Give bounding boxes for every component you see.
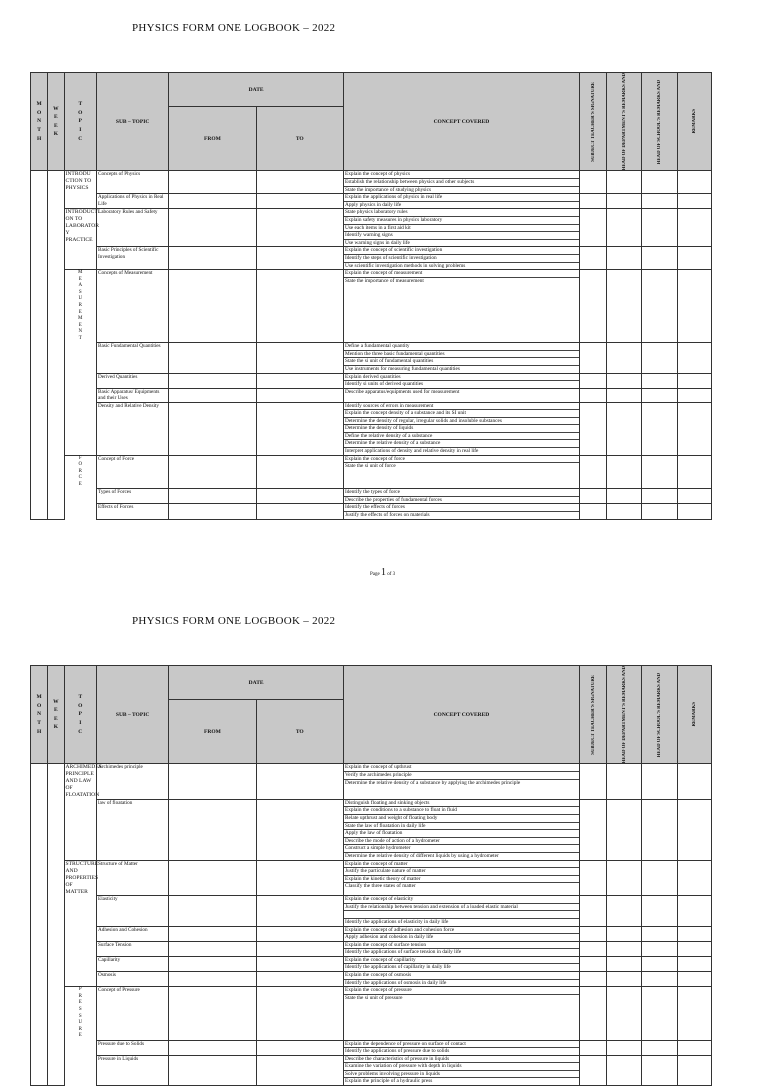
header-letter: P — [78, 711, 82, 718]
to-date-cell[interactable] — [256, 972, 343, 987]
topic-label: STRUCTURE AND PROPERTIES OF MATTER — [65, 860, 99, 895]
topic-label: ARCHIMEDES PRINCIPLE AND LAW OF FLOATATION — [65, 764, 102, 799]
concept-cell — [344, 941, 580, 956]
table-row — [31, 926, 712, 941]
hos-remarks-cell[interactable] — [641, 956, 678, 971]
concept-item: Determine the relative density of different liquids by using a hydrometer — [345, 853, 499, 860]
concept-item: Classify the three states of matter — [345, 883, 416, 890]
concept-item: Determine the density of regular, irregular solids and insoluble substances — [344, 418, 579, 426]
concept-cell — [344, 956, 580, 971]
topic-cell — [64, 764, 102, 800]
concept-cell — [344, 1040, 580, 1055]
header-letter: E — [54, 715, 58, 722]
concept-item: State physics laboratory rules — [344, 209, 579, 217]
concept-item: Establish the relationship between physics and other subjects — [344, 179, 579, 187]
concept-item: Explain safety measures in physics laboratory — [344, 217, 579, 225]
hod-remarks-cell[interactable] — [607, 956, 642, 971]
subtopic-label: Elasticity — [98, 896, 118, 903]
header-letter: O — [78, 109, 83, 116]
from-date-cell[interactable] — [169, 1055, 256, 1085]
concept-item: Use each items in a first aid kit — [344, 225, 579, 233]
remarks-cell[interactable] — [678, 972, 712, 987]
concept-item: Explain the concept of measurement — [344, 270, 579, 278]
header-letter: E — [54, 114, 58, 121]
week-header — [48, 666, 64, 764]
hos-remarks-cell[interactable] — [641, 860, 678, 896]
concept-item: Interpret applications of density and relative density in real life — [345, 448, 479, 455]
topic-label: INTRODU CTION TO PHYSICS — [65, 171, 92, 192]
hod-remarks-cell[interactable] — [607, 941, 642, 956]
remarks-cell[interactable] — [678, 1040, 712, 1055]
to-date-cell[interactable] — [256, 1040, 343, 1055]
concept-item: Use scientific investigation methods in solving problems — [345, 262, 466, 269]
concept-item: Explain the concept of elasticity — [344, 896, 579, 904]
hod-remarks-cell[interactable] — [607, 926, 642, 941]
hos-remarks-cell[interactable] — [641, 1055, 678, 1085]
remarks-cell[interactable] — [678, 1055, 712, 1085]
to-date-cell[interactable] — [256, 1055, 343, 1085]
topic-cell — [64, 860, 97, 896]
header-letter: H — [36, 728, 42, 735]
from-date-cell[interactable] — [169, 860, 256, 896]
subtopic-header: SUB – TOPIC — [97, 73, 169, 171]
subtopic-label: Basic Apparatus/ Equipments and their Uses — [98, 388, 160, 402]
concept-item: Solve problems involving pressure in liquids — [344, 1071, 579, 1079]
concept-header: CONCEPT COVERED — [344, 666, 580, 764]
hod-remarks-cell[interactable] — [607, 987, 642, 1040]
concept-item: Determine the relative density of a substance — [344, 440, 579, 448]
concept-item: State the importance of measurement — [345, 277, 424, 284]
concept-header: CONCEPT COVERED — [344, 73, 580, 171]
from-date-cell[interactable] — [169, 941, 256, 956]
table-row — [31, 987, 712, 1040]
subtopic-label: Derived Quantities — [98, 373, 138, 380]
from-header: FROM — [169, 107, 256, 171]
concept-cell — [344, 799, 580, 860]
week-cell[interactable] — [48, 764, 64, 1086]
logbook-table — [30, 665, 712, 1086]
concept-item: Apply the law of floatation — [344, 830, 579, 838]
subtopic-label: Adhesion and Cohesion — [98, 926, 148, 933]
topic-cell — [64, 1055, 97, 1085]
teacher-signature-cell[interactable] — [579, 987, 606, 1040]
remarks-header: REMARKS — [678, 73, 712, 171]
to-date-cell[interactable] — [256, 941, 343, 956]
concept-item: Explain the principle of a hydraulic press — [345, 1078, 433, 1085]
concept-item: Explain the concept of upthrust — [344, 764, 579, 772]
topic-label: F O R C E — [78, 455, 83, 488]
concept-item: Justify the effects of forces on materials — [345, 511, 430, 518]
subtopic-cell — [97, 1055, 169, 1085]
concept-item: Explain the concept of matter — [344, 861, 579, 869]
topic-cell — [64, 1040, 97, 1055]
concept-item: Use warning signs in daily life — [345, 239, 410, 246]
to-date-cell[interactable] — [256, 764, 343, 800]
from-date-cell[interactable] — [169, 896, 256, 926]
page-title: PHYSICS FORM ONE LOGBOOK – 2022 — [132, 22, 336, 34]
concept-item: Describe the mode of action of a hydrometer — [344, 838, 579, 846]
concept-item: Identify the steps of scientific investigation — [344, 255, 579, 263]
concept-cell — [344, 764, 580, 800]
teacher-signature-cell[interactable] — [579, 941, 606, 956]
date-header: DATE — [169, 666, 344, 700]
header-letter: I — [79, 719, 82, 726]
header-letter: T — [37, 126, 41, 133]
concept-item: Explain derived quantities — [344, 374, 579, 382]
subtopic-header: SUB – TOPIC — [97, 666, 169, 764]
hos-remarks-cell[interactable] — [641, 799, 678, 860]
header-letter: H — [36, 135, 42, 142]
subtopic-label: Concept of Force — [98, 455, 135, 462]
concept-item: Verify the archimedes principle — [344, 772, 579, 780]
from-date-cell[interactable] — [169, 1040, 256, 1055]
concept-item: Identify warning signs — [344, 232, 579, 240]
teacher-signature-cell[interactable] — [579, 972, 606, 987]
from-date-cell[interactable] — [169, 764, 256, 800]
concept-item: Determine the density of liquids — [344, 425, 579, 433]
concept-item: Identify the applications of surface tension in daily life — [345, 949, 462, 956]
concept-item: Explain the concept of force — [344, 456, 579, 464]
concept-item: Identify the types of force — [344, 489, 579, 497]
remarks-cell[interactable] — [678, 956, 712, 971]
concept-item: State the law of floatation in daily life — [344, 823, 579, 831]
concept-cell — [344, 972, 580, 987]
hod-remarks-cell[interactable] — [607, 799, 642, 860]
hod-remarks-cell[interactable] — [607, 972, 642, 987]
table-row — [31, 896, 712, 926]
concept-item: Examine the variation of pressure with depth in liquids — [344, 1063, 579, 1071]
subtopic-cell — [97, 764, 169, 800]
table-row — [31, 1055, 712, 1085]
concept-item: Define the relative density of a substance — [344, 433, 579, 441]
header-letter: T — [78, 694, 83, 701]
hod-remarks-cell[interactable] — [607, 764, 642, 800]
teacher-signature-cell[interactable] — [579, 764, 606, 800]
header-letter: N — [37, 711, 42, 718]
remarks-cell[interactable] — [678, 860, 712, 896]
concept-item: Identify si units of derived quantities — [345, 381, 424, 388]
concept-item: Apply adhesion and cohesion in daily life — [345, 934, 434, 941]
teacher-signature-header: SUBJECT TEACHER'S SIGNATURE — [579, 73, 606, 171]
subtopic-label: Structure of Matter — [98, 860, 138, 867]
to-date-cell[interactable] — [256, 926, 343, 941]
topic-label: P R E S S U R E — [78, 987, 83, 1039]
date-header: DATE — [169, 73, 344, 107]
concept-item: Explain the kinetic theory of matter — [344, 876, 579, 884]
header-letter: E — [54, 122, 58, 129]
month-cell[interactable] — [31, 764, 48, 1086]
concept-item: Explain the concept of adhesion and cohesion force — [344, 927, 579, 935]
concept-item: Identify sources of errors in measurement — [344, 403, 579, 411]
hos-remarks-cell[interactable] — [641, 896, 678, 926]
concept-item: Describe the characteristics of pressure in liquids — [344, 1056, 579, 1064]
to-date-cell[interactable] — [256, 987, 343, 1040]
subtopic-label: Effects of Forces — [98, 504, 134, 511]
concept-item: Explain the concept of pressure — [344, 987, 579, 995]
header-letter: C — [78, 728, 83, 735]
hod-remarks-cell[interactable] — [607, 1040, 642, 1055]
teacher-signature-cell[interactable] — [579, 1040, 606, 1055]
to-header: TO — [256, 700, 343, 764]
concept-item: Determine the relative density of a substance by applying the archimedes principle — [345, 779, 521, 786]
subtopic-cell — [97, 799, 169, 860]
concept-item: Explain the concept of capillarity — [344, 957, 579, 965]
hod-remarks-header: HEAD OF DEPARTMENT'S REMARKS AND — [607, 666, 642, 764]
topic-header — [64, 666, 97, 764]
concept-item: Explain the concept of physics — [344, 171, 579, 179]
from-date-cell[interactable] — [169, 972, 256, 987]
subtopic-label: Pressure in Liquids — [98, 1055, 139, 1062]
header-letter: E — [54, 707, 58, 714]
teacher-signature-cell[interactable] — [579, 896, 606, 926]
subtopic-cell — [97, 972, 169, 987]
subtopic-label: Osmosis — [98, 972, 116, 979]
header-letter: M — [36, 101, 42, 108]
concept-item: Justify the relationship between tension and extension of a loaded elastic material — [344, 904, 579, 912]
concept-item: Apply physics in daily life — [345, 201, 402, 208]
hos-remarks-cell[interactable] — [641, 926, 678, 941]
hos-remarks-cell[interactable] — [641, 972, 678, 987]
remarks-cell[interactable] — [678, 764, 712, 800]
subtopic-label: Capillarity — [98, 956, 121, 963]
teacher-signature-header: SUBJECT TEACHER'S SIGNATURE — [579, 666, 606, 764]
to-date-cell[interactable] — [256, 860, 343, 896]
subtopic-label: Basic Fundamental Quantities — [98, 343, 161, 350]
concept-item: Identify the applications of elasticity in daily life — [345, 918, 449, 925]
topic-label: INTRODUCTI ON TO LABORATOR Y PRACTICE — [65, 209, 100, 244]
concept-cell — [344, 896, 580, 926]
remarks-cell[interactable] — [678, 896, 712, 926]
subtopic-cell — [97, 987, 169, 1040]
hos-remarks-cell[interactable] — [641, 987, 678, 1040]
subtopic-label: Archimedes principle — [98, 764, 143, 771]
table-row — [31, 860, 712, 896]
teacher-signature-cell[interactable] — [579, 799, 606, 860]
concept-item: Identify the applications of osmosis in daily life — [345, 979, 447, 986]
concept-item: Construct a simple hydrometer — [344, 845, 579, 853]
concept-item: Define a fundamental quantity — [344, 343, 579, 351]
hos-remarks-cell[interactable] — [641, 764, 678, 800]
subtopic-label: Applications of Physics in Real Life — [98, 194, 164, 207]
subtopic-label: Density and Relative Density — [98, 402, 159, 409]
concept-item: Distinguish floating and sinking objects — [344, 800, 579, 808]
hos-remarks-cell[interactable] — [641, 1040, 678, 1055]
header-letter: T — [37, 719, 41, 726]
remarks-header: REMARKS — [678, 666, 712, 764]
teacher-signature-cell[interactable] — [579, 926, 606, 941]
header-letter: P — [78, 118, 82, 125]
topic-cell — [64, 956, 97, 971]
header-letter: M — [36, 694, 42, 701]
hos-remarks-cell[interactable] — [641, 941, 678, 956]
from-header: FROM — [169, 700, 256, 764]
table-row — [31, 1040, 712, 1055]
topic-cell — [64, 972, 97, 987]
concept-item: Use instruments for measuring fundamental quantities — [345, 365, 460, 372]
from-date-cell[interactable] — [169, 799, 256, 860]
hod-remarks-cell[interactable] — [607, 1055, 642, 1085]
concept-item: Explain the applications of physics in real life — [344, 194, 579, 202]
concept-cell — [344, 860, 580, 896]
subtopic-cell — [97, 860, 169, 896]
from-date-cell[interactable] — [169, 956, 256, 971]
hos-remarks-header: HEAD OF SCHOOL'S REMARKS AND — [641, 666, 678, 764]
header-letter: O — [36, 702, 42, 709]
subtopic-label: Concepts of Physics — [98, 171, 141, 178]
topic-label: M E A S U R E M E N T — [78, 270, 83, 342]
header-letter: W — [53, 105, 59, 112]
subtopic-cell — [97, 926, 169, 941]
subtopic-cell — [97, 956, 169, 971]
concept-item: Relate upthrust and weight of floating body — [344, 815, 579, 823]
page-footer: Page 1 of 3 — [370, 567, 396, 578]
concept-item: Identify the applications of capillarity in daily life — [345, 964, 451, 971]
to-date-cell[interactable] — [256, 956, 343, 971]
concept-item: Explain the concept density of a substance and its SI unit — [344, 410, 579, 418]
concept-item: State the importance of studying physics — [345, 186, 432, 193]
teacher-signature-cell[interactable] — [579, 956, 606, 971]
concept-item: Justify the particulate nature of matter — [344, 868, 579, 876]
concept-item: Explain the concept of scientific investigation — [344, 247, 579, 255]
hod-remarks-cell[interactable] — [607, 896, 642, 926]
subtopic-label: law of floatation — [98, 799, 133, 806]
hod-remarks-header: HEAD OF DEPARTMENT'S REMARKS AND — [607, 73, 642, 171]
header-letter: T — [78, 101, 83, 108]
concept-item — [344, 911, 579, 919]
concept-item: Describe apparatus/equipments used for measurement — [345, 388, 460, 395]
concept-item: Mention the three basic fundamental quantities — [344, 351, 579, 359]
subtopic-cell — [97, 941, 169, 956]
to-date-cell[interactable] — [256, 799, 343, 860]
topic-cell — [64, 987, 97, 1040]
table-row — [31, 764, 712, 800]
to-header: TO — [256, 107, 343, 171]
remarks-cell[interactable] — [678, 799, 712, 860]
header-letter: K — [53, 724, 59, 731]
table-row — [31, 941, 712, 956]
concept-cell — [344, 1055, 580, 1085]
remarks-cell[interactable] — [678, 926, 712, 941]
hod-remarks-cell[interactable] — [607, 860, 642, 896]
concept-item: Identify the effects of forces — [344, 504, 579, 512]
table-row — [31, 799, 712, 860]
table-row — [31, 972, 712, 987]
table-row — [31, 956, 712, 971]
concept-item: Describe the properties of fundamental forces — [345, 496, 442, 503]
subtopic-cell — [97, 896, 169, 926]
header-letter: N — [37, 118, 42, 125]
concept-item: State the si unit of pressure — [345, 994, 403, 1001]
concept-item: Explain the concept of osmosis — [344, 972, 579, 980]
subtopic-cell — [97, 1040, 169, 1055]
teacher-signature-cell[interactable] — [579, 860, 606, 896]
subtopic-label: Surface Tension — [98, 941, 132, 948]
concept-item: Explain the dependence of pressure on surface of contact — [344, 1041, 579, 1049]
header-letter: W — [53, 698, 59, 705]
topic-cell — [64, 926, 97, 941]
remarks-cell[interactable] — [678, 987, 712, 1040]
concept-cell — [344, 987, 580, 1040]
concept-item: Explain the concept of surface tension — [344, 942, 579, 950]
subtopic-label: Pressure due to Solids — [98, 1040, 144, 1047]
concept-item: State the si unit of fundamental quantities — [344, 358, 579, 366]
page-title: PHYSICS FORM ONE LOGBOOK – 2022 — [132, 615, 336, 627]
remarks-cell[interactable] — [678, 941, 712, 956]
header-letter: O — [36, 109, 42, 116]
subtopic-label: Laboratory Rules and Safety — [98, 209, 158, 216]
to-date-cell[interactable] — [256, 896, 343, 926]
header-letter: O — [78, 702, 83, 709]
subtopic-label: Basic Principles of Scientific Investigation — [98, 247, 159, 260]
month-header — [31, 666, 48, 764]
topic-cell — [64, 799, 97, 860]
subtopic-label: Concept of Pressure — [98, 987, 140, 994]
from-date-cell[interactable] — [169, 926, 256, 941]
concept-item: Identify the applications of pressure due to solids — [345, 1048, 450, 1055]
teacher-signature-cell[interactable] — [579, 1055, 606, 1085]
header-letter: K — [53, 131, 59, 138]
hos-remarks-header: HEAD OF SCHOOL'S REMARKS AND — [641, 73, 678, 171]
header-letter: C — [78, 135, 83, 142]
subtopic-label: Concepts of Measurement — [98, 270, 153, 277]
from-date-cell[interactable] — [169, 987, 256, 1040]
concept-item: Explain the conditions to a substance to float in fluid — [344, 807, 579, 815]
subtopic-label: Types of Forces — [98, 489, 132, 496]
topic-cell — [64, 941, 97, 956]
header-letter: I — [79, 126, 82, 133]
concept-cell — [344, 926, 580, 941]
concept-item: State the si unit of force — [345, 463, 396, 470]
topic-cell — [64, 896, 97, 926]
